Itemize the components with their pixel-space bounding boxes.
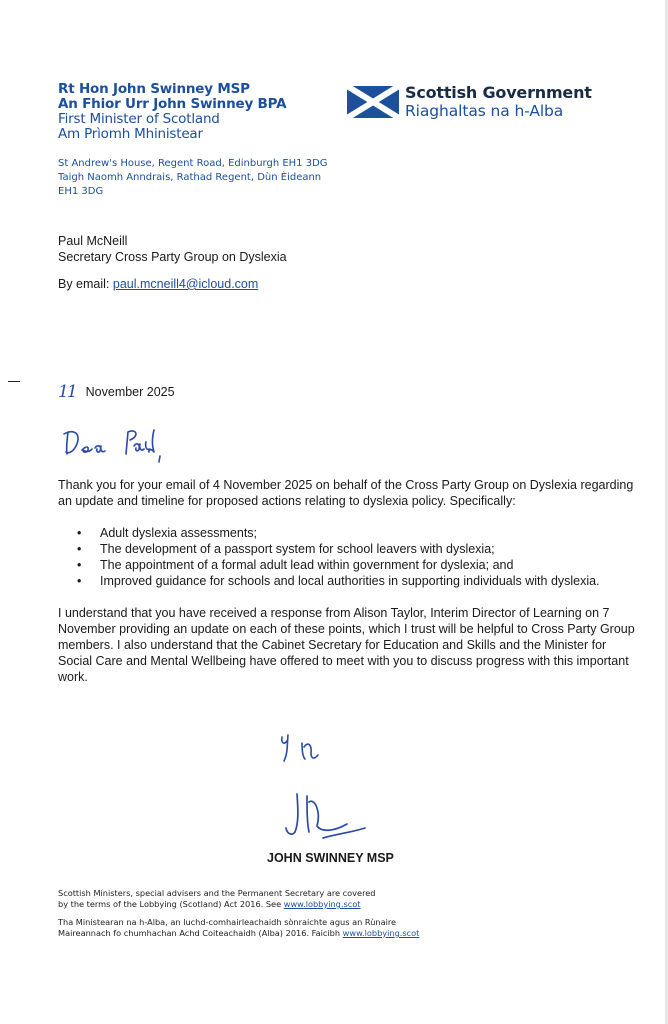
handwritten-signoff <box>278 731 348 772</box>
list-item: • Improved guidance for schools and local authorities in supporting individuals with dyslexia. <box>98 573 638 589</box>
salutation-ink <box>62 424 172 466</box>
recipient-block <box>58 233 287 265</box>
address-postcode: EH1 3DG <box>58 186 104 197</box>
recipient-email-link[interactable]: paul.mcneill4@icloud.com <box>112 277 259 291</box>
list-item: • The appointment of a formal adult lead within government for dyslexia; and <box>98 557 638 573</box>
address-line-gd: Taigh Naomh Anndrais, Rathad Regent, Dùn Èideann <box>58 172 322 183</box>
signature-ink <box>283 788 373 844</box>
footer-gd-text: Maireannach fo chumhachan Achd Coiteachaidh (Alba) 2016. Faicibh <box>58 928 343 938</box>
email-line <box>58 277 258 291</box>
margin-mark <box>8 381 20 382</box>
recipient-name: Paul McNeill <box>58 234 128 248</box>
recipient-role: Secretary Cross Party Group on Dyslexia <box>58 250 287 264</box>
lobbying-footer <box>58 888 419 939</box>
bullet-list <box>58 525 638 589</box>
footer-en-line1: Scottish Ministers, special advisers and the Permanent Secretary are covered <box>58 888 376 898</box>
list-item: • Adult dyslexia assessments; <box>98 525 638 541</box>
logo-name-en: Scottish Government <box>405 83 592 102</box>
body-intro: Thank you for your email of 4 November 2025 on behalf of the Cross Party Group on Dyslexia regarding an update and timeline for proposed actions relating to dyslexia policy. Specifically: <box>58 478 634 508</box>
footer-gd-line1: Tha Ministearan na h-Alba, an luchd-comhairleachaidh sònraichte agus an Rùnaire <box>58 917 397 927</box>
signoff-ink <box>278 731 348 767</box>
sender-title-gd: Am Prìomh Mhinistear <box>58 126 203 142</box>
sender-name-gd: An Fhior Urr John Swinney BPA <box>58 96 287 112</box>
footer-en <box>58 888 419 910</box>
footer-gd-line2 <box>58 928 419 939</box>
body-paragraph-2: I understand that you have received a response from Alison Taylor, Interim Director of Learning on 7 November providing an update on each of these points, which I trust will be helpful to Cross Party Group members. I also understand that the Cabinet Secretary for Education and Skills and the Minister for Social Care and Mental Wellbeing have offered to meet with you to discuss progress with this important work. <box>58 606 635 684</box>
footer-en-text: by the terms of the Lobbying (Scotland) Act 2016. See <box>58 899 284 909</box>
letter-date <box>58 382 175 402</box>
footer-en-link[interactable]: www.lobbying.scot <box>283 899 361 909</box>
sender-block <box>58 82 286 142</box>
footer-gd <box>58 917 419 939</box>
footer-gd-link[interactable]: www.lobbying.scot <box>342 928 420 938</box>
address-line-en: St Andrew's House, Regent Road, Edinburgh EH1 3DG <box>58 158 328 169</box>
date-day-handwritten: 11 <box>58 382 76 402</box>
signature-name: JOHN SWINNEY MSP <box>267 851 394 865</box>
letter-body <box>58 477 638 685</box>
saltire-flag-icon <box>347 86 399 118</box>
signature <box>283 788 373 849</box>
footer-en-line2 <box>58 899 419 910</box>
sender-title-en: First Minister of Scotland <box>58 111 220 127</box>
list-item: • The development of a passport system for school leavers with dyslexia; <box>98 541 638 557</box>
address-block <box>58 157 328 199</box>
date-month-year: November 2025 <box>85 385 175 399</box>
email-prefix: By email: <box>58 277 113 291</box>
logo-name-gd: Riaghaltas na h-Alba <box>405 102 564 120</box>
sender-name-en: Rt Hon John Swinney MSP <box>58 81 250 97</box>
scottish-government-logo <box>347 84 592 120</box>
handwritten-salutation <box>62 424 172 471</box>
